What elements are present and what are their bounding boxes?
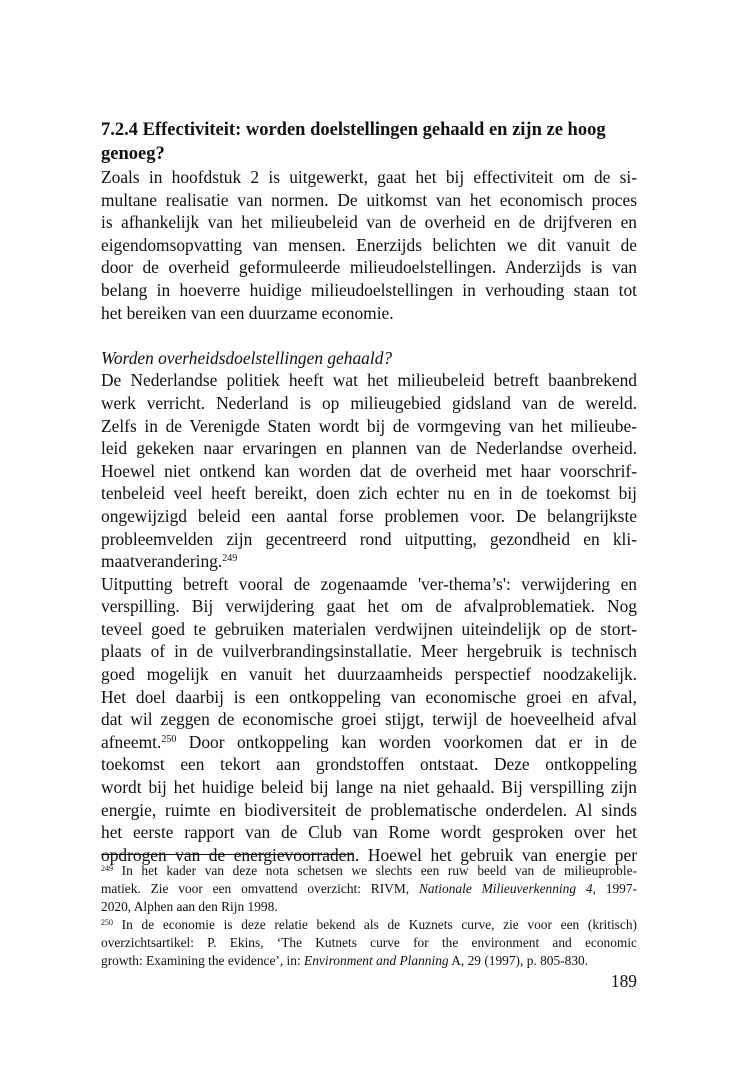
text-line: teveel goed te gebruiken materialen verdwijnen uiteindelijk op de stort- — [101, 618, 637, 639]
footnote-line — [101, 862, 637, 880]
page-number: 189 — [610, 971, 637, 991]
footnote-number: 249 — [101, 864, 113, 873]
text-line — [101, 731, 637, 754]
text-fragment: In de economie is deze relatie bekend als de Kuznets curve, zie voor een (kritisch) — [113, 917, 637, 932]
text-line: verspilling. Bij verwijdering gaat het om de afvalproblematiek. Nog — [101, 596, 637, 617]
text-line — [101, 550, 637, 573]
text-line: plaats of in de vuilverbrandingsinstallatie. Meer hergebruik is technisch — [101, 641, 637, 662]
citation-title: Environment and Planning — [304, 953, 449, 968]
footnote-ref-250[interactable]: 250 — [161, 733, 177, 745]
text-fragment: Door ontkoppeling kan worden voorkomen dat er in de — [176, 731, 637, 752]
text-line: wordt bij het huidige beleid bij lange na niet gehaald. Bij verspilling zijn — [101, 777, 637, 798]
footnote-ref-249[interactable]: 249 — [222, 553, 238, 565]
subheading: Worden overheidsdoelstellingen gehaald? — [101, 347, 393, 368]
text-line: tenbeleid veel heeft bereikt, doen zich echter nu en in de toekomst bij — [101, 483, 637, 504]
text-line: probleemvelden zijn gecentreerd rond uitputting, gezondheid en kli- — [101, 528, 637, 549]
citation-title: Nationale Milieuverkenning 4 — [418, 881, 593, 896]
text-line: door de overheid geformuleerde milieudoelstellingen. Anderzijds is van — [101, 257, 637, 278]
body-text — [101, 166, 637, 866]
text-fragment: afneemt. — [101, 731, 162, 752]
text-fragment: matiek. Zie voor een omvattend overzicht: RIVM, — [101, 881, 419, 896]
text-fragment: A, 29 (1997), p. 805-830. — [448, 953, 589, 968]
text-line: werk verricht. Nederland is op milieugebied gidsland van de wereld. — [101, 392, 637, 413]
text-fragment: , 1997- — [592, 881, 637, 896]
blank-line — [101, 324, 637, 347]
text-line: goed mogelijk en vanuit het duurzaamheids perspectief noodzakelijk. — [101, 664, 637, 685]
text-line: toekomst een tekort aan grondstoffen ontstaat. Deze ontkoppeling — [101, 754, 637, 775]
footnotes — [101, 862, 637, 970]
footnote-line — [101, 916, 637, 934]
text-line: het bereiken van een duurzame economie. — [101, 302, 394, 323]
text-line: energie, ruimte en biodiversiteit de problematische onderdelen. Al sinds — [101, 799, 637, 820]
text-line: is afhankelijk van het milieubeleid van de overheid en de drijfveren en — [101, 212, 637, 233]
section-heading: 7.2.4 Effectiviteit: worden doelstellingen gehaald en zijn ze hoog genoeg? — [101, 120, 606, 164]
footnote-line — [101, 880, 637, 898]
text-line: Hoewel niet ontkend kan worden dat de overheid met haar voorschrif- — [101, 460, 637, 481]
footnote-line: 2020, Alphen aan den Rijn 1998. — [101, 899, 278, 914]
text-line: dat wil zeggen de economische groei stijgt, terwijl de hoeveelheid afval — [101, 709, 637, 730]
text-line: belang in hoeverre huidige milieudoelstellingen in verhouding staan tot — [101, 279, 637, 300]
footnote-number: 250 — [101, 918, 113, 927]
footnote-line: overzichtsartikel: P. Ekins, ‘The Kutnets curve for the environment and economic — [101, 935, 637, 950]
text-line: opdrogen van de energievoorraden. Hoewel het gebruik van energie per — [101, 844, 637, 865]
text-fragment: growth: Examining the evidence’, in: — [101, 953, 305, 968]
text-fragment: maatverandering. — [101, 551, 223, 572]
text-line: multane realisatie van normen. De uitkomst van het economisch proces — [101, 189, 637, 210]
text-line: eigendomsopvatting van mensen. Enerzijds belichten we dit vanuit de — [101, 234, 637, 255]
footnote-divider — [101, 854, 353, 855]
text-line: Zoals in hoofdstuk 2 is uitgewerkt, gaat het bij effectiviteit om de si- — [101, 167, 637, 187]
text-line: ongewijzigd beleid een aantal forse problemen voor. De belangrijkste — [101, 505, 637, 526]
text-fragment: In het kader van deze nota schetsen we slechts een ruw beeld van de milieuproble- — [113, 863, 637, 878]
text-line: Het doel daarbij is een ontkoppeling van economische groei en afval, — [101, 686, 637, 707]
text-line: leid gekeken naar ervaringen en plannen van de Nederlandse overheid. — [101, 438, 637, 459]
text-line: Uitputting betreft vooral de zogenaamde 'ver-thema’s': verwijdering en — [101, 573, 637, 594]
footnote-line — [101, 952, 637, 970]
text-line: het eerste rapport van de Club van Rome wordt gesproken over het — [101, 822, 637, 843]
text-line: De Nederlandse politiek heeft wat het milieubeleid betreft baanbrekend — [101, 370, 637, 391]
text-line: Zelfs in de Verenigde Staten wordt bij de vormgeving van het milieube- — [101, 415, 637, 436]
